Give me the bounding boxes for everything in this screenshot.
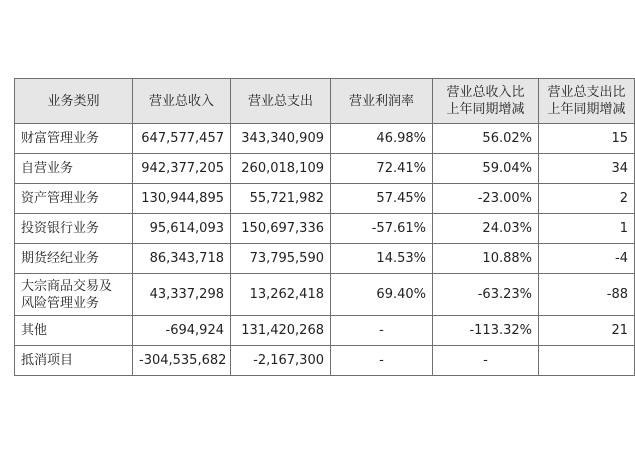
- header-expense-change: [539, 79, 635, 124]
- cell-expense: 55,721,982: [231, 184, 331, 214]
- header-expense-change-line1: 营业总支出比: [547, 85, 626, 100]
- cell-revenue: 86,343,718: [133, 244, 231, 274]
- cell-expense-change: -88: [539, 274, 635, 316]
- cell-category: 投资银行业务: [15, 214, 133, 244]
- cell-revenue: 130,944,895: [133, 184, 231, 214]
- cell-expense-change: 34: [539, 154, 635, 184]
- table-row: [15, 214, 635, 244]
- cell-expense: 73,795,590: [231, 244, 331, 274]
- cell-margin: -: [331, 316, 433, 346]
- header-revenue-change-line1: 营业总收入比: [446, 85, 525, 100]
- header-category-label: 业务类别: [47, 93, 100, 109]
- header-expense-label: 营业总支出: [247, 93, 313, 109]
- table-header: [15, 79, 635, 124]
- header-category: [15, 79, 133, 124]
- table-row: [15, 346, 635, 376]
- cell-revenue-change: 59.04%: [433, 154, 539, 184]
- cell-expense: 260,018,109: [231, 154, 331, 184]
- cell-expense-change: 2: [539, 184, 635, 214]
- table-row: [15, 124, 635, 154]
- segment-revenue-table: [14, 78, 635, 376]
- cell-margin: -57.61%: [331, 214, 433, 244]
- cell-margin: 57.45%: [331, 184, 433, 214]
- cell-expense: -2,167,300: [231, 346, 331, 376]
- segment-table-container: [14, 78, 634, 376]
- cell-category: 其他: [15, 316, 133, 346]
- table-row: [15, 316, 635, 346]
- cell-margin: 14.53%: [331, 244, 433, 274]
- cell-category-line2: 风险管理业务: [21, 295, 100, 311]
- cell-category: 财富管理业务: [15, 124, 133, 154]
- header-margin: [331, 79, 433, 124]
- header-expense-change-line2: 上年同期增减: [547, 102, 626, 117]
- cell-margin: 46.98%: [331, 124, 433, 154]
- cell-expense-change: 15: [539, 124, 635, 154]
- header-revenue: [133, 79, 231, 124]
- cell-revenue-change: 10.88%: [433, 244, 539, 274]
- cell-expense-change: -4: [539, 244, 635, 274]
- cell-margin: -: [331, 346, 433, 376]
- header-revenue-change-line2: 上年同期增减: [446, 102, 525, 117]
- cell-revenue-change: -113.32%: [433, 316, 539, 346]
- cell-revenue: -694,924: [133, 316, 231, 346]
- cell-revenue-change: 24.03%: [433, 214, 539, 244]
- header-revenue-label: 营业总收入: [148, 93, 214, 109]
- cell-revenue: 43,337,298: [133, 274, 231, 316]
- cell-category: 期货经纪业务: [15, 244, 133, 274]
- cell-revenue-change: -: [433, 346, 539, 376]
- header-expense: [231, 79, 331, 124]
- table-row: [15, 274, 635, 316]
- table-row: [15, 184, 635, 214]
- cell-expense: 13,262,418: [231, 274, 331, 316]
- cell-revenue-change: -63.23%: [433, 274, 539, 316]
- cell-expense: 131,420,268: [231, 316, 331, 346]
- header-row: [15, 79, 635, 124]
- cell-revenue-change: 56.02%: [433, 124, 539, 154]
- cell-margin: 72.41%: [331, 154, 433, 184]
- cell-revenue-change: -23.00%: [433, 184, 539, 214]
- cell-category-line1: 大宗商品交易及: [21, 278, 113, 294]
- cell-category: 资产管理业务: [15, 184, 133, 214]
- cell-category: 抵消项目: [15, 346, 133, 376]
- cell-expense: 150,697,336: [231, 214, 331, 244]
- cell-category: [15, 274, 133, 316]
- cell-revenue: -304,535,682: [133, 346, 231, 376]
- cell-revenue: 647,577,457: [133, 124, 231, 154]
- cell-expense-change: 1: [539, 214, 635, 244]
- header-revenue-change: [433, 79, 539, 124]
- table-row: [15, 244, 635, 274]
- table-body: [15, 124, 635, 376]
- cell-expense-change: 21: [539, 316, 635, 346]
- cell-revenue: 95,614,093: [133, 214, 231, 244]
- cell-revenue: 942,377,205: [133, 154, 231, 184]
- cell-category: 自营业务: [15, 154, 133, 184]
- cell-margin: 69.40%: [331, 274, 433, 316]
- cell-expense-change: [539, 346, 635, 376]
- cell-expense: 343,340,909: [231, 124, 331, 154]
- header-margin-label: 营业利润率: [348, 93, 414, 109]
- table-row: [15, 154, 635, 184]
